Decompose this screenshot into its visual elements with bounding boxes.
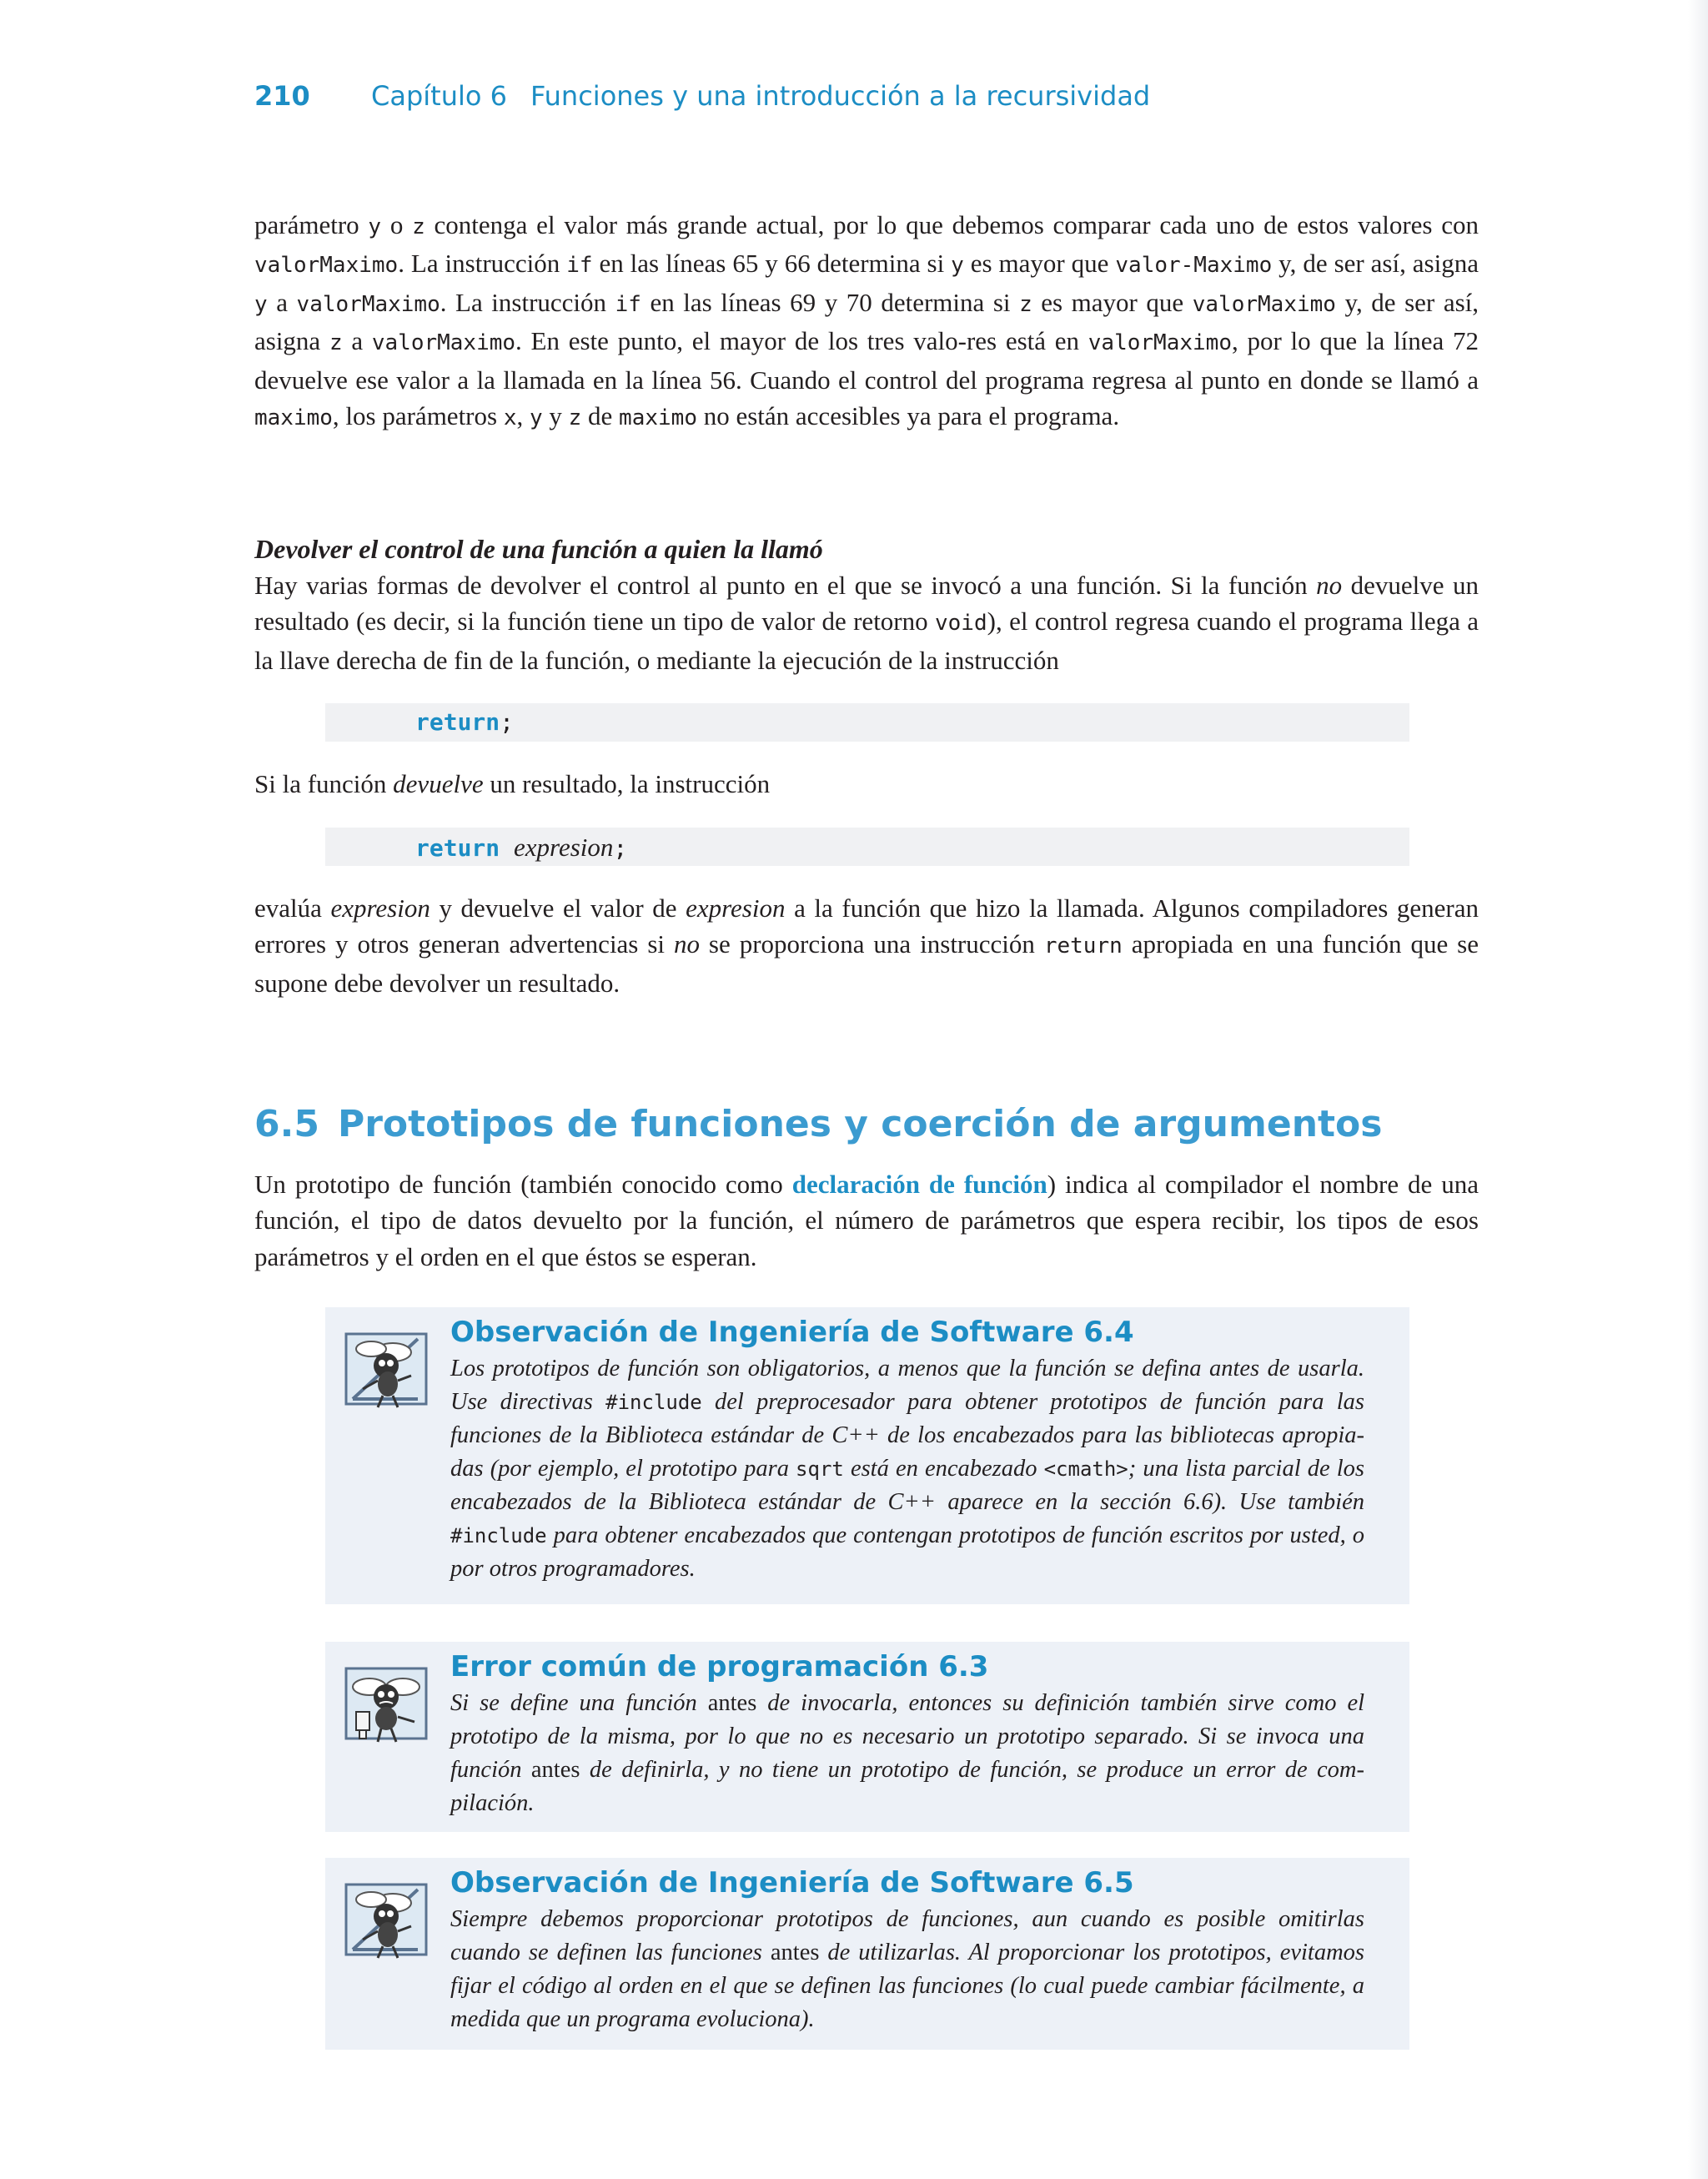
- section-heading: [254, 1103, 1479, 1145]
- page-number: 210: [254, 80, 310, 112]
- running-header: [254, 80, 1150, 117]
- tip-text: Siempre debemos proporcionar prototipos de funciones, aun cuando es posible omitirlas cuando se definen las funciones antes de utilizarlas. Al proporcionar los prototipos, evitamos fijar el código al orden en el que se definen las funciones (lo cual puede cambiar fácilmente, a medida que un programa evoluciona).: [450, 1906, 1365, 2032]
- thumbs-down-bug-icon: [342, 1662, 430, 1745]
- code-sample-return: return;: [325, 703, 1409, 742]
- tip-title: Error común de programación 6.3: [450, 1650, 989, 1683]
- defined-term: declaración de función: [791, 1170, 1047, 1199]
- tip-box-software-engineering-6-4: [325, 1307, 1409, 1604]
- tip-box-software-engineering-6-5: [325, 1858, 1409, 2050]
- tip-title: Observación de Ingeniería de Software 6.4: [450, 1316, 1134, 1349]
- tip-box-common-error-6-3: [325, 1642, 1409, 1832]
- chapter-title: Funciones y una introducción a la recursividad: [530, 80, 1151, 112]
- engineering-bug-icon: [342, 1327, 430, 1411]
- section-intro-paragraph: Un prototipo de función (también conocido como declaración de función) indica al compilador el nombre de una función, el tipo de datos devuelto por la función, el número de parámetros que espera recibir, los tipos de esos parámetros y el orden en el que éstos se esperan.: [254, 1170, 1479, 1271]
- return-paragraph: Hay varias formas de devolver el control al punto en el que se invocó a una función. Si la función no devuelve un resultado (es decir, si la función tiene un tipo de valor de retorno void), el control regresa cuando el programa llega a la llave derecha de fin de la función, o mediante la ejecución de la instrucción: [254, 571, 1479, 675]
- return-value-paragraph: Si la función devuelve un resultado, la instrucción: [254, 769, 771, 798]
- page-edge-shadow: [1688, 0, 1708, 2179]
- subsection-heading: Devolver el control de una función a quien la llamó: [254, 534, 823, 564]
- section-title: Prototipos de funciones y coerción de argumentos: [337, 1103, 1383, 1145]
- engineering-bug-icon: [342, 1878, 430, 1961]
- tip-text: Si se define una función antes de invocarla, entonces su definición también sirve como el prototipo de la misma, por lo que no es necesario un prototipo separado. Si se invoca una función antes de definirla, y no tiene un prototipo de función, se produce un error de com-pilación.: [450, 1690, 1365, 1816]
- code-sample-return-expression: return expresion;: [325, 828, 1409, 866]
- section-number: 6.5: [254, 1103, 319, 1145]
- intro-paragraph: parámetro y o z contenga el valor más grande actual, por lo que debemos comparar cada uno de estos valores con valorMaximo. La instrucción if en las líneas 65 y 66 determina si y es mayor que valor-Maximo y, de ser así, asigna y a valorMaximo. La instrucción if en las líneas 69 y 70 determina si z es mayor que valorMaximo y, de ser así, asigna z a valorMaximo. En este punto, el mayor de los tres valo-res está en valorMaximo, por lo que la línea 72 devuelve ese valor a la llamada en la línea 56. Cuando el control del programa regresa al punto en donde se llamó a maximo, los parámetros x, y y z de maximo no están accesibles ya para el programa.: [254, 210, 1479, 431]
- tip-title: Observación de Ingeniería de Software 6.5: [450, 1866, 1134, 1900]
- evaluate-paragraph: evalúa expresion y devuelve el valor de expresion a la función que hizo la llamada. Algunos compiladores generan errores y otros generan advertencias si no se proporciona una instrucción return apropiada en una función que se supone debe devolver un resultado.: [254, 893, 1479, 998]
- chapter-label: Capítulo 6: [371, 80, 507, 112]
- tip-text: Los prototipos de función son obligatorios, a menos que la función se defina antes de usarla. Use directivas #include del preprocesador para obtener prototipos de función para las funciones de la Biblioteca estándar de C++ de los encabezados para las bibliotecas apropia-das (por ejemplo, el prototipo para sqrt está en encabezado <cmath>; una lista parcial de los encabezados de la Biblioteca estándar de C++ aparece en la sección 6.6). Use también #include para obtener encabezados que contengan prototipos de función escritos por usted, o por otros programadores.: [450, 1356, 1365, 1582]
